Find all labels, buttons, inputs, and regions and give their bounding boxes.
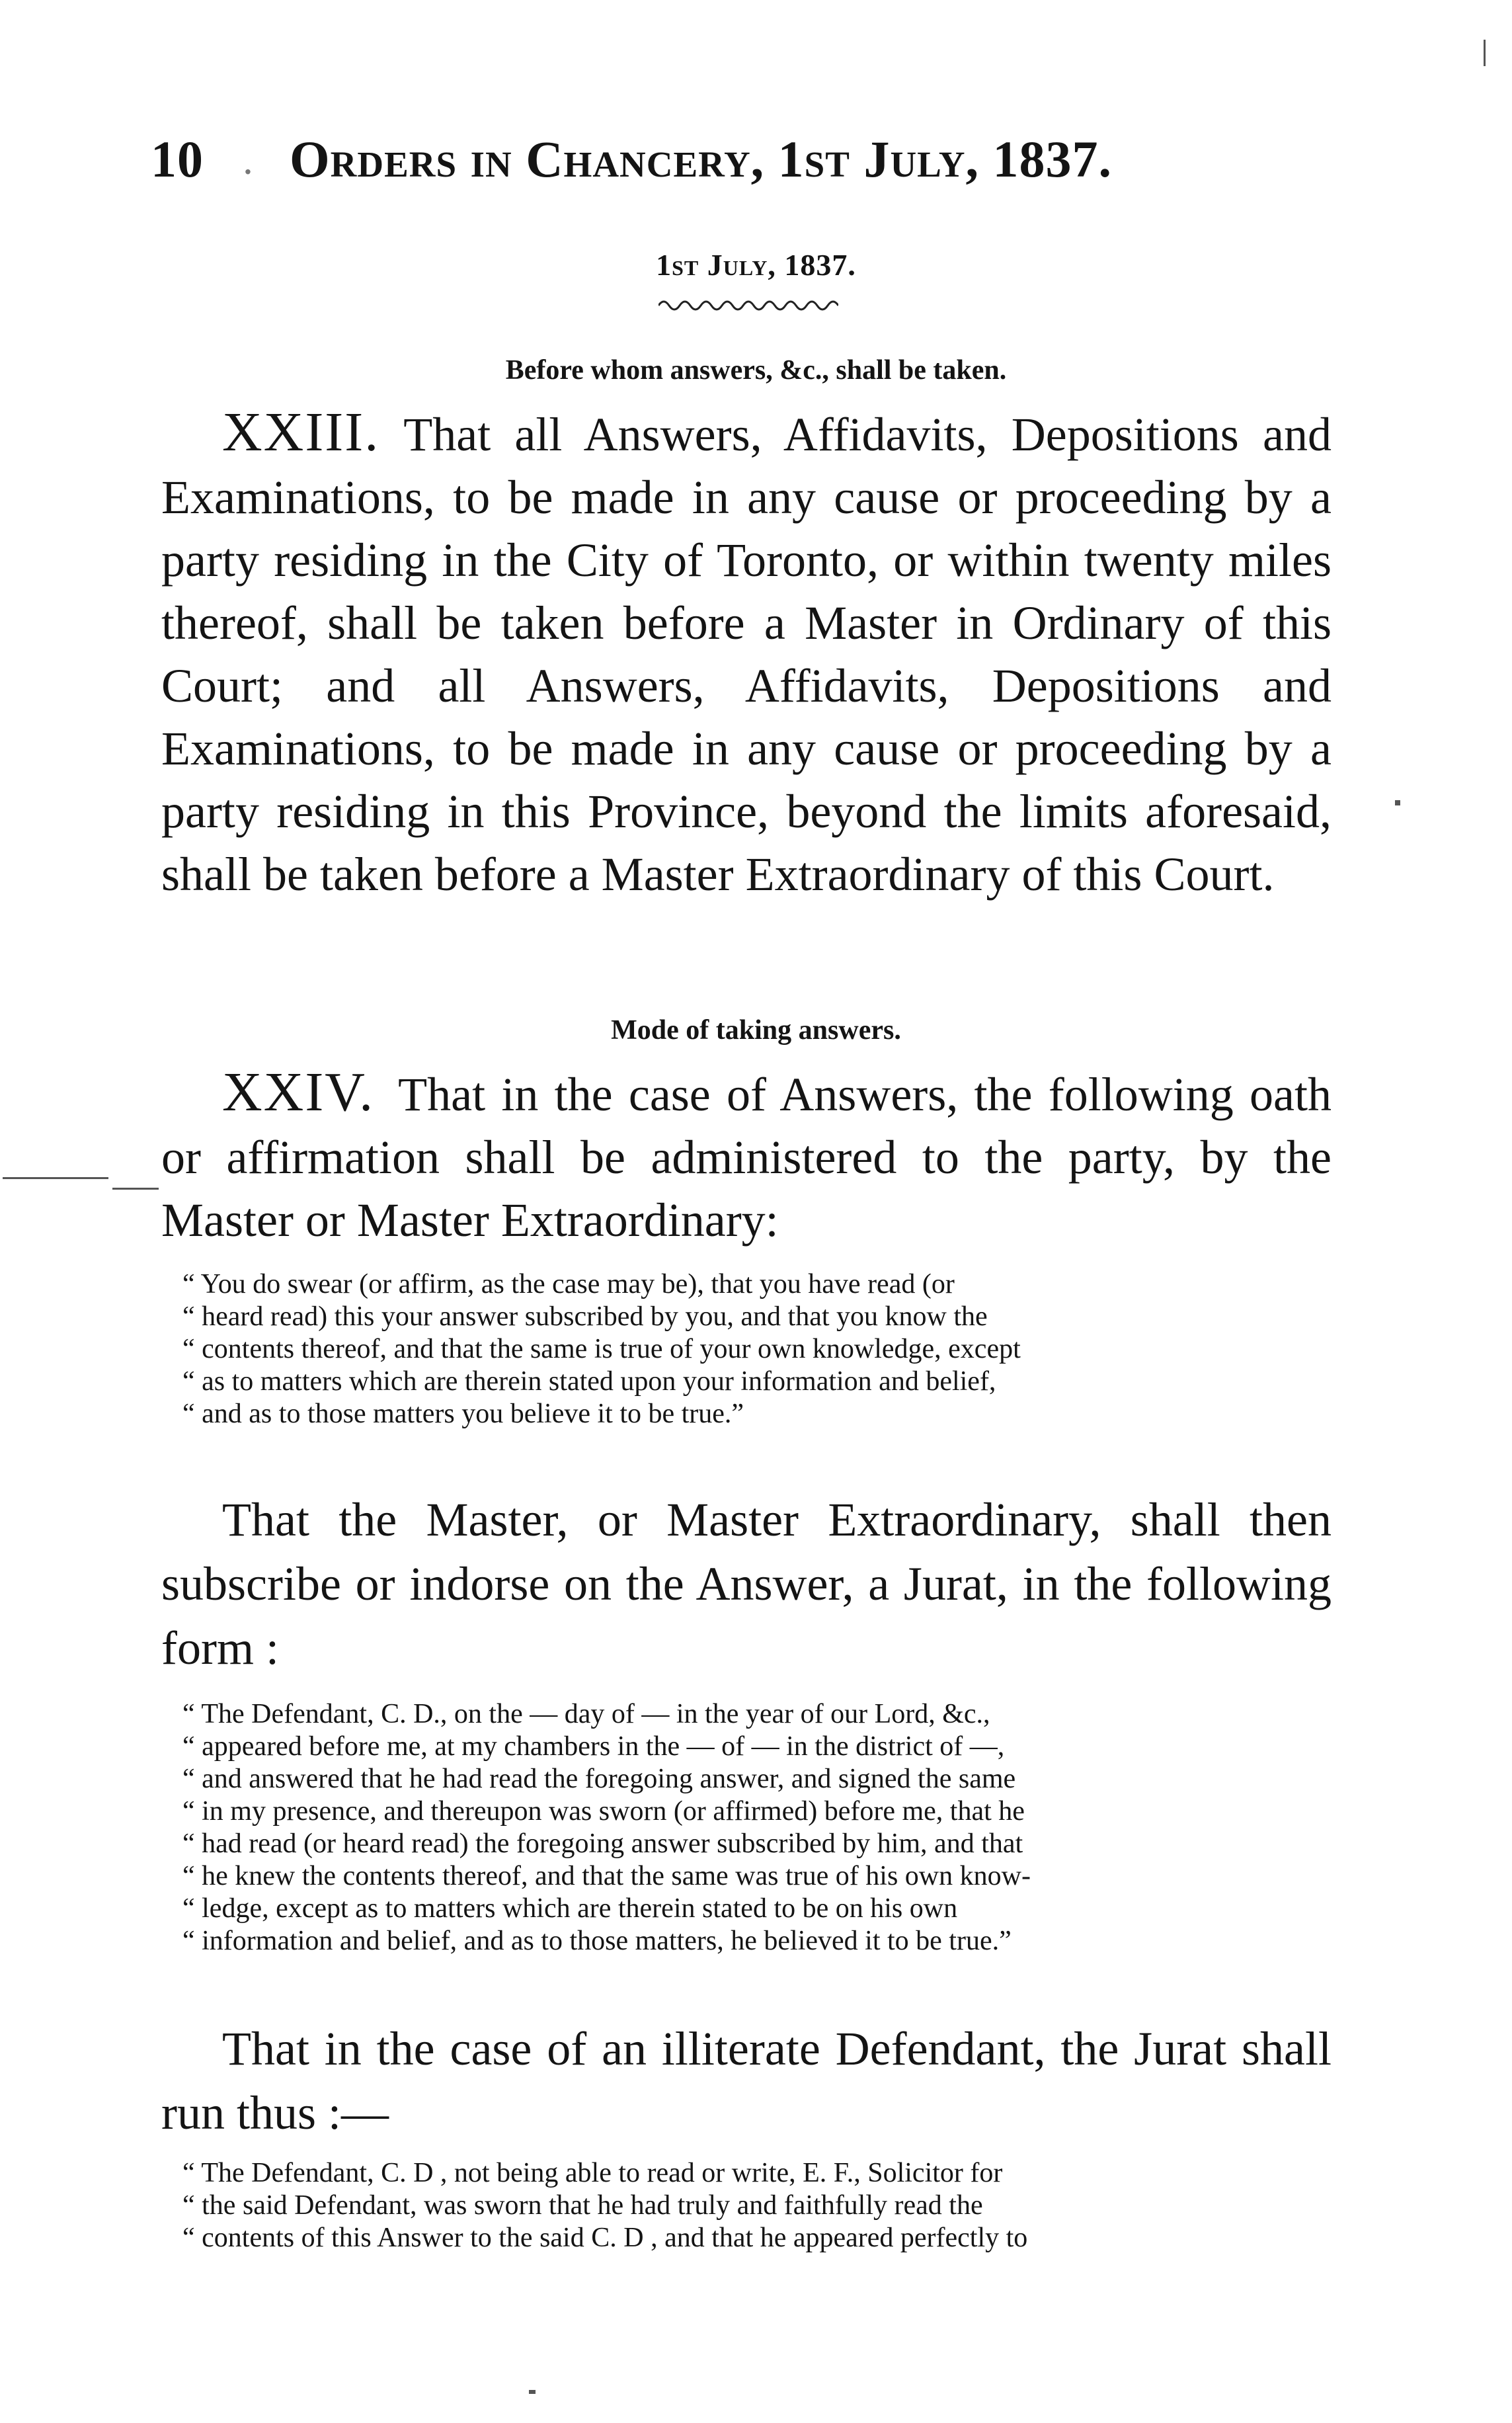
quote-line: “ information and belief, and as to those matters, he believed it to be true.” <box>182 1926 1012 1956</box>
quote-line: “ had read (or heard read) the foregoing answer subscribed by him, and that <box>182 1828 1023 1859</box>
quote-line: “ and as to those matters you believe it to be true.” <box>182 1399 744 1429</box>
illiterate-quote <box>182 2157 1333 2254</box>
quote-line: “ The Defendant, C. D , not being able to read or write, E. F., Solicitor for <box>182 2158 1003 2188</box>
quote-line: “ contents of this Answer to the said C. D , and that he appeared perfectly to <box>182 2223 1028 2253</box>
quote-line: “ You do swear (or affirm, as the case may be), that you have read (or <box>182 1269 955 1299</box>
scan-mark <box>1484 40 1486 66</box>
date-line: 1st July, 1837. <box>656 248 856 282</box>
sidenote-xxiii: Before whom answers, &c., shall be taken. <box>505 355 1007 386</box>
scan-mark <box>112 1188 159 1190</box>
section-text: That in the case of Answers, the following oath or affirmation shall be administered to the party, by the Master or Master Extraordinary: <box>161 1068 1332 1247</box>
oath-quote <box>182 1268 1333 1430</box>
sidenote-xxiv: Mode of taking answers. <box>611 1015 901 1046</box>
section-text: That all Answers, Affidavits, Depositions and Examinations, to be made in any cause or proceeding by a party residing in the City of Toronto, or within twenty miles thereof, shall be taken before a Master in Ordinary of this Court; and all Answers, Affidavits, Depositions and Examinations, to be made in any cause or proceeding by a party residing in this Province, beyond the limits aforesaid, shall be taken before a Master Extraordinary of this Court. <box>161 408 1332 901</box>
page-number: 10 <box>151 130 204 188</box>
header-speck: ․ <box>243 149 253 180</box>
scan-mark <box>1395 800 1400 805</box>
quote-line: “ he knew the contents thereof, and that the same was true of his own know- <box>182 1861 1031 1891</box>
jurat-quote <box>182 1698 1333 1957</box>
quote-line: “ and answered that he had read the foregoing answer, and signed the same <box>182 1764 1016 1794</box>
section-number: XXIV. <box>222 1061 375 1123</box>
quote-line: “ ledge, except as to matters which are therein stated to be on his own <box>182 1893 958 1924</box>
section-xxiv <box>161 1061 1332 1252</box>
scan-mark <box>529 2390 536 2394</box>
section-number: XXIII. <box>222 401 380 463</box>
quote-line: “ The Defendant, C. D., on the — day of — in the year of our Lord, &c., <box>182 1699 990 1729</box>
quote-line: “ as to matters which are therein stated upon your information and belief, <box>182 1366 996 1397</box>
quote-line: “ appeared before me, at my chambers in the — of — in the district of —, <box>182 1731 1005 1762</box>
quote-line: “ in my presence, and thereupon was sworn (or affirmed) before me, that he <box>182 1796 1025 1827</box>
quote-line: “ contents thereof, and that the same is true of your own knowledge, except <box>182 1334 1021 1364</box>
running-header <box>151 130 1222 189</box>
quote-line: “ heard read) this your answer subscribed by you, and that you know the <box>182 1301 988 1332</box>
ornament-rule <box>658 298 838 313</box>
jurat-intro: That the Master, or Master Extraordinary, shall then subscribe or indorse on the Answer, a Jurat, in the following form : <box>161 1493 1332 1674</box>
section-xxiii <box>161 401 1332 906</box>
running-title: Orders in Chancery, 1st July, 1837. <box>290 130 1113 188</box>
illiterate-intro: That in the case of an illiterate Defendant, the Jurat shall run thus :— <box>161 2022 1332 2139</box>
quote-line: “ the said Defendant, was sworn that he had truly and faithfully read the <box>182 2190 983 2221</box>
scan-mark <box>3 1177 108 1179</box>
